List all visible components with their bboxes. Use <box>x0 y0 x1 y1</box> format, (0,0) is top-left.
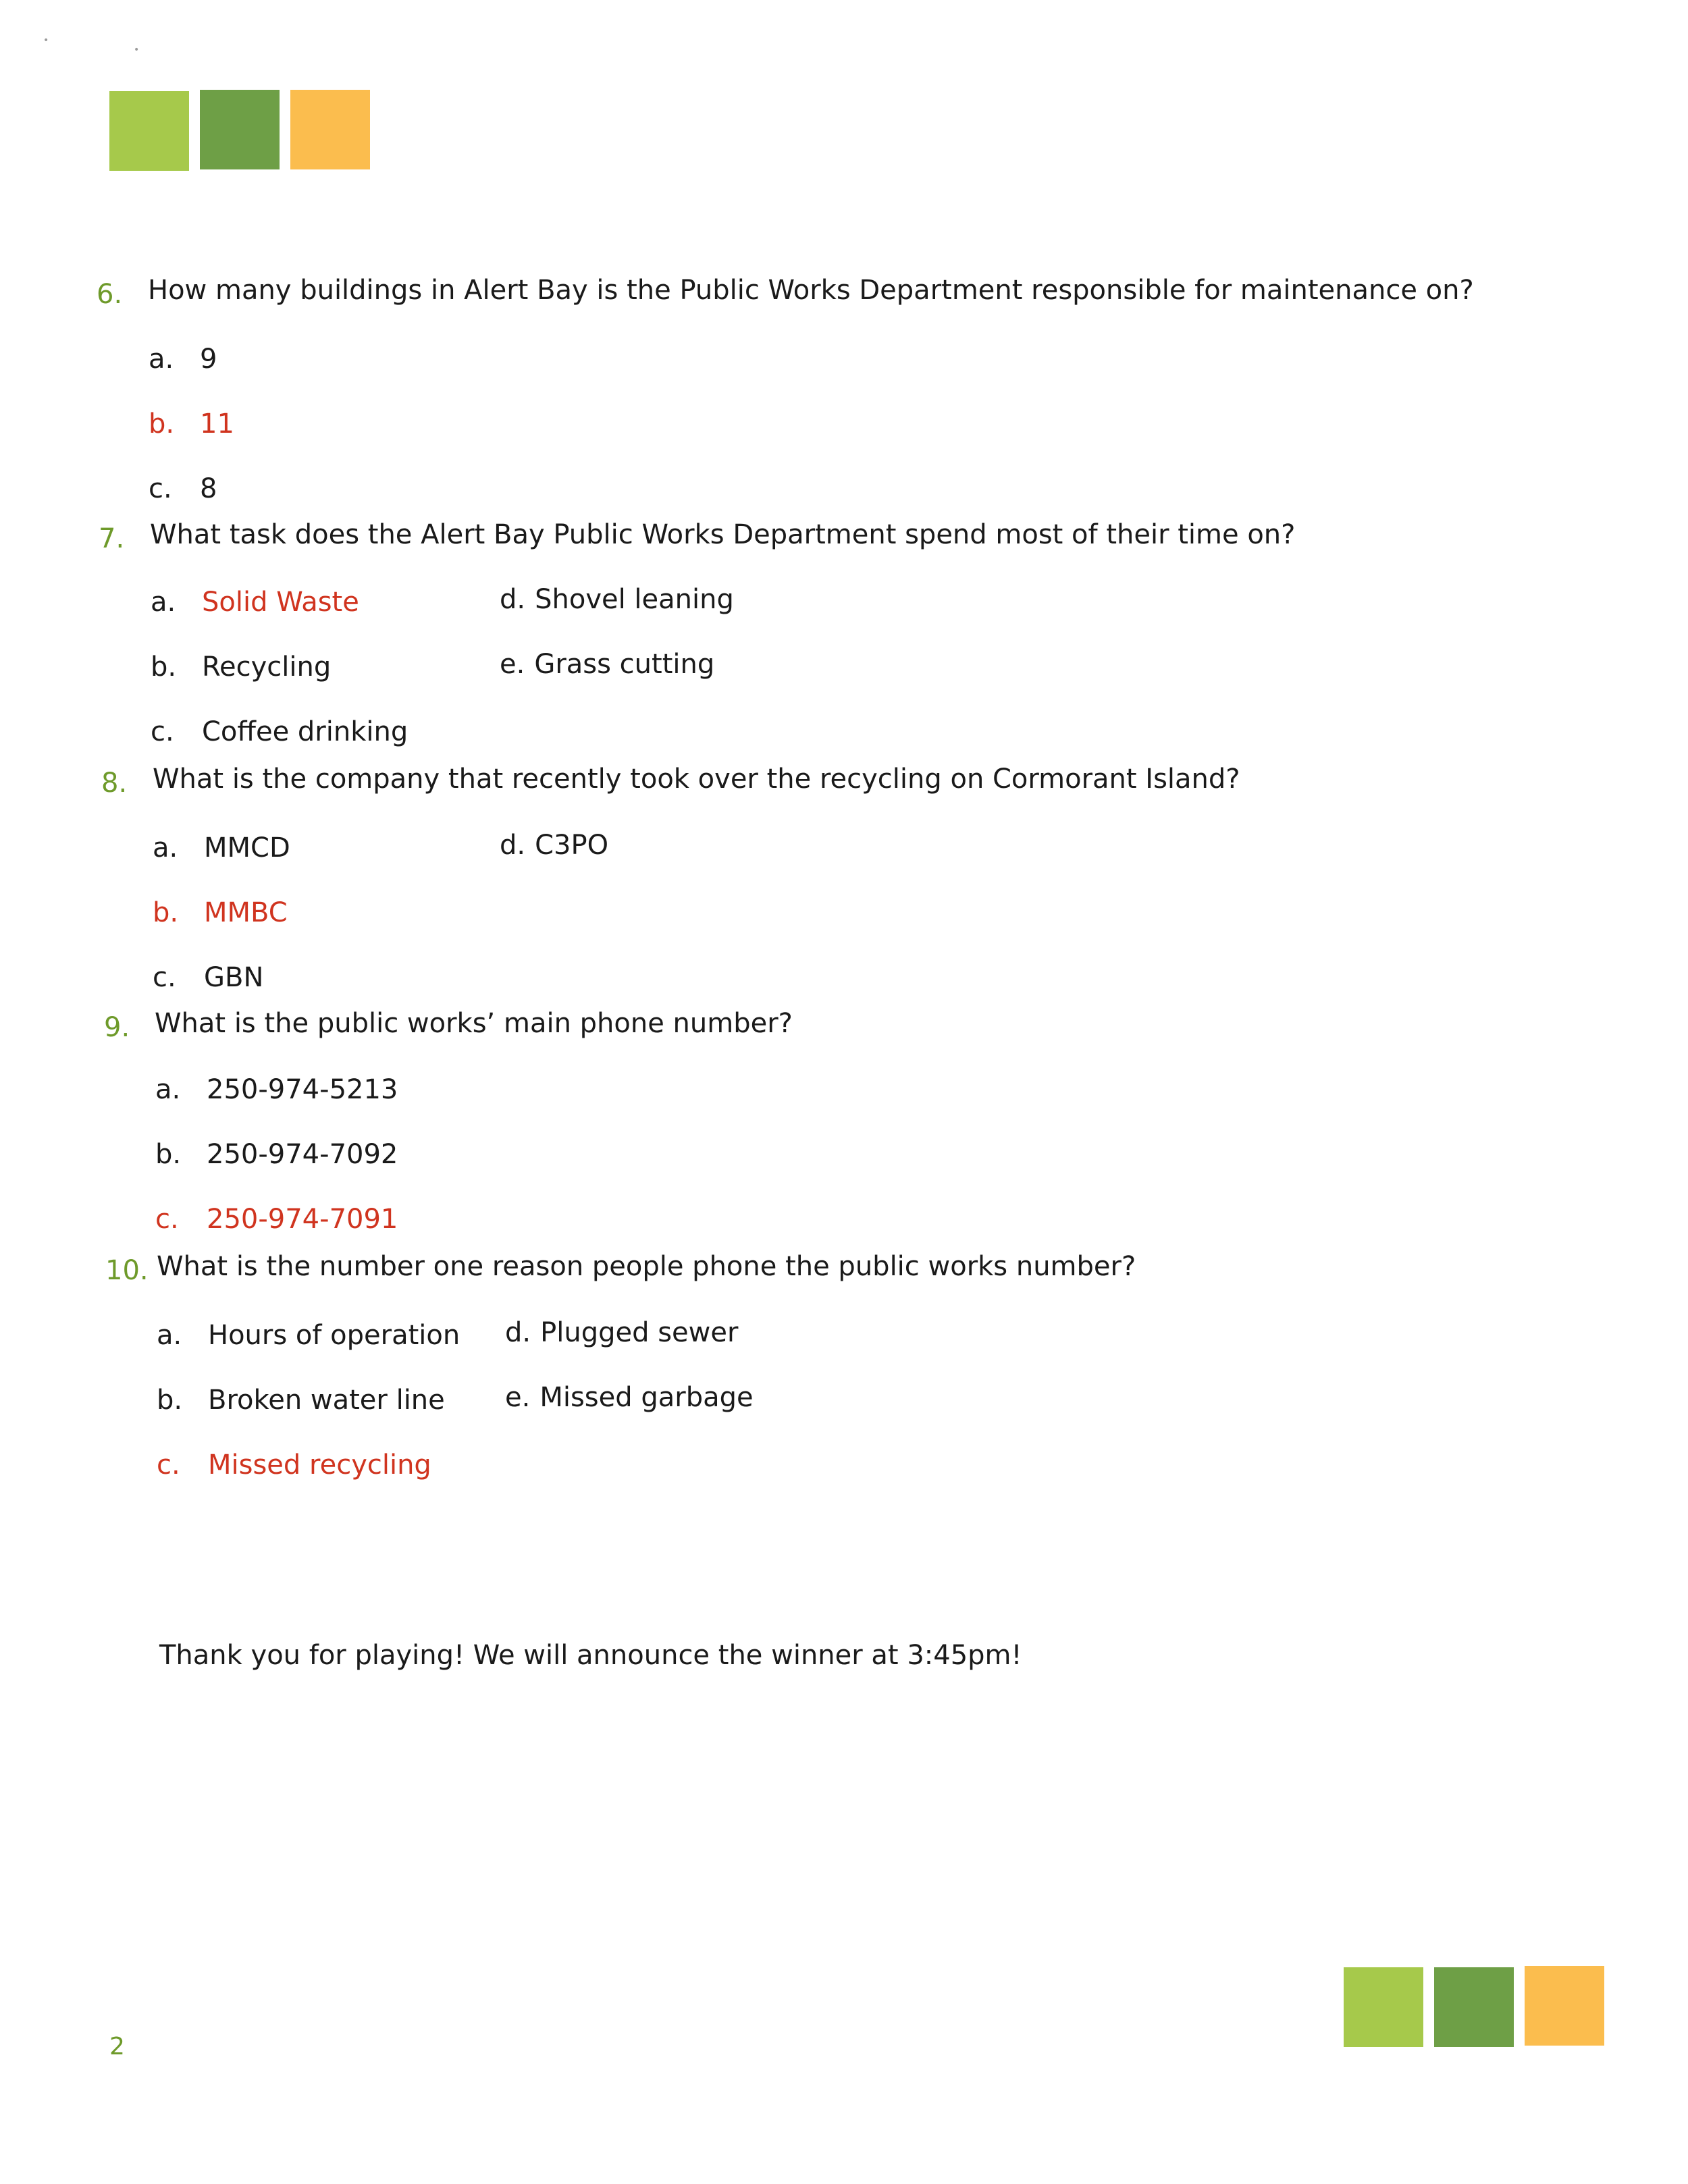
option-letter: d. <box>500 584 526 615</box>
q10-option-c-correct <box>157 1449 431 1481</box>
q10-option-d <box>505 1316 738 1349</box>
option-letter: e. <box>500 649 525 680</box>
q10-option-e <box>505 1381 754 1414</box>
top-square-dark-green <box>200 90 280 169</box>
option-letter: b. <box>151 651 177 683</box>
option-text: MMBC <box>204 897 288 928</box>
option-letter: c. <box>153 962 176 993</box>
q9-option-a <box>155 1073 398 1106</box>
option-letter: b. <box>149 408 175 440</box>
option-text: Missed recycling <box>208 1449 431 1481</box>
question-8-text: What is the company that recently took over the recycling on Cormorant Island? <box>153 764 1240 795</box>
q7-option-a-correct <box>151 586 359 618</box>
q9-option-c-correct <box>155 1203 398 1235</box>
bottom-square-light-green <box>1344 1967 1423 2047</box>
page-number: 2 <box>109 2033 125 2060</box>
option-letter: b. <box>155 1139 182 1170</box>
option-text: 250-974-5213 <box>207 1074 398 1105</box>
option-text: Hours of operation <box>208 1320 460 1351</box>
option-letter: d. <box>500 830 526 861</box>
option-text: Grass cutting <box>534 649 715 680</box>
q6-option-b-correct <box>149 408 234 440</box>
q6-option-c <box>149 473 217 505</box>
option-letter: c. <box>155 1204 179 1235</box>
question-6-text: How many buildings in Alert Bay is the Public Works Department responsible for maintenance on? <box>148 275 1474 306</box>
option-text: Recycling <box>202 651 332 683</box>
option-text: 11 <box>200 408 234 440</box>
question-6-number: 6. <box>97 279 123 310</box>
question-7-number: 7. <box>99 523 125 554</box>
question-10-number: 10. <box>105 1255 149 1286</box>
option-text: MMCD <box>204 832 290 863</box>
option-text: Plugged sewer <box>540 1317 739 1348</box>
option-text: Missed garbage <box>539 1382 754 1413</box>
q7-option-d <box>500 583 734 616</box>
q7-option-c <box>151 716 408 748</box>
bottom-square-dark-green <box>1434 1967 1514 2047</box>
option-letter: e. <box>505 1382 531 1413</box>
q7-option-b <box>151 651 331 683</box>
option-text: C3PO <box>535 830 609 861</box>
option-text: Coffee drinking <box>202 716 408 747</box>
closing-message: Thank you for playing! We will announce the winner at 3:45pm! <box>159 1640 1022 1671</box>
option-letter: d. <box>505 1317 531 1348</box>
q8-option-c <box>153 961 263 994</box>
scan-speck: • <box>134 45 140 55</box>
top-square-orange <box>290 90 370 169</box>
option-text: 250-974-7092 <box>207 1139 398 1170</box>
top-square-light-green <box>109 91 189 171</box>
option-text: Broken water line <box>208 1385 445 1416</box>
question-9-text: What is the public works’ main phone number? <box>155 1008 793 1039</box>
option-letter: a. <box>157 1320 182 1351</box>
q8-option-d <box>500 829 608 861</box>
option-text: Solid Waste <box>202 587 359 618</box>
q9-option-b <box>155 1138 398 1171</box>
q8-option-b-correct <box>153 897 288 929</box>
option-letter: c. <box>151 716 174 747</box>
option-letter: a. <box>153 832 178 863</box>
question-7-text: What task does the Alert Bay Public Works Department spend most of their time on? <box>150 519 1296 550</box>
bottom-square-orange <box>1525 1966 1604 2046</box>
q8-option-a <box>153 832 290 864</box>
option-letter: c. <box>149 473 172 504</box>
q10-option-b <box>157 1384 445 1416</box>
option-text: Shovel leaning <box>535 584 734 615</box>
question-8-number: 8. <box>101 768 128 799</box>
option-text: 9 <box>200 344 217 375</box>
q10-option-a <box>157 1319 460 1352</box>
question-9-number: 9. <box>104 1012 130 1043</box>
option-letter: a. <box>151 587 176 618</box>
q7-option-e <box>500 648 714 681</box>
option-letter: a. <box>149 344 174 375</box>
option-letter: b. <box>153 897 179 928</box>
option-letter: b. <box>157 1385 183 1416</box>
option-letter: c. <box>157 1449 180 1481</box>
option-text: 250-974-7091 <box>207 1204 398 1235</box>
option-letter: a. <box>155 1074 181 1105</box>
q6-option-a <box>149 343 217 375</box>
option-text: GBN <box>204 962 264 993</box>
option-text: 8 <box>200 473 217 504</box>
question-10-text: What is the number one reason people phone the public works number? <box>157 1251 1136 1282</box>
scan-speck: • <box>43 35 49 46</box>
